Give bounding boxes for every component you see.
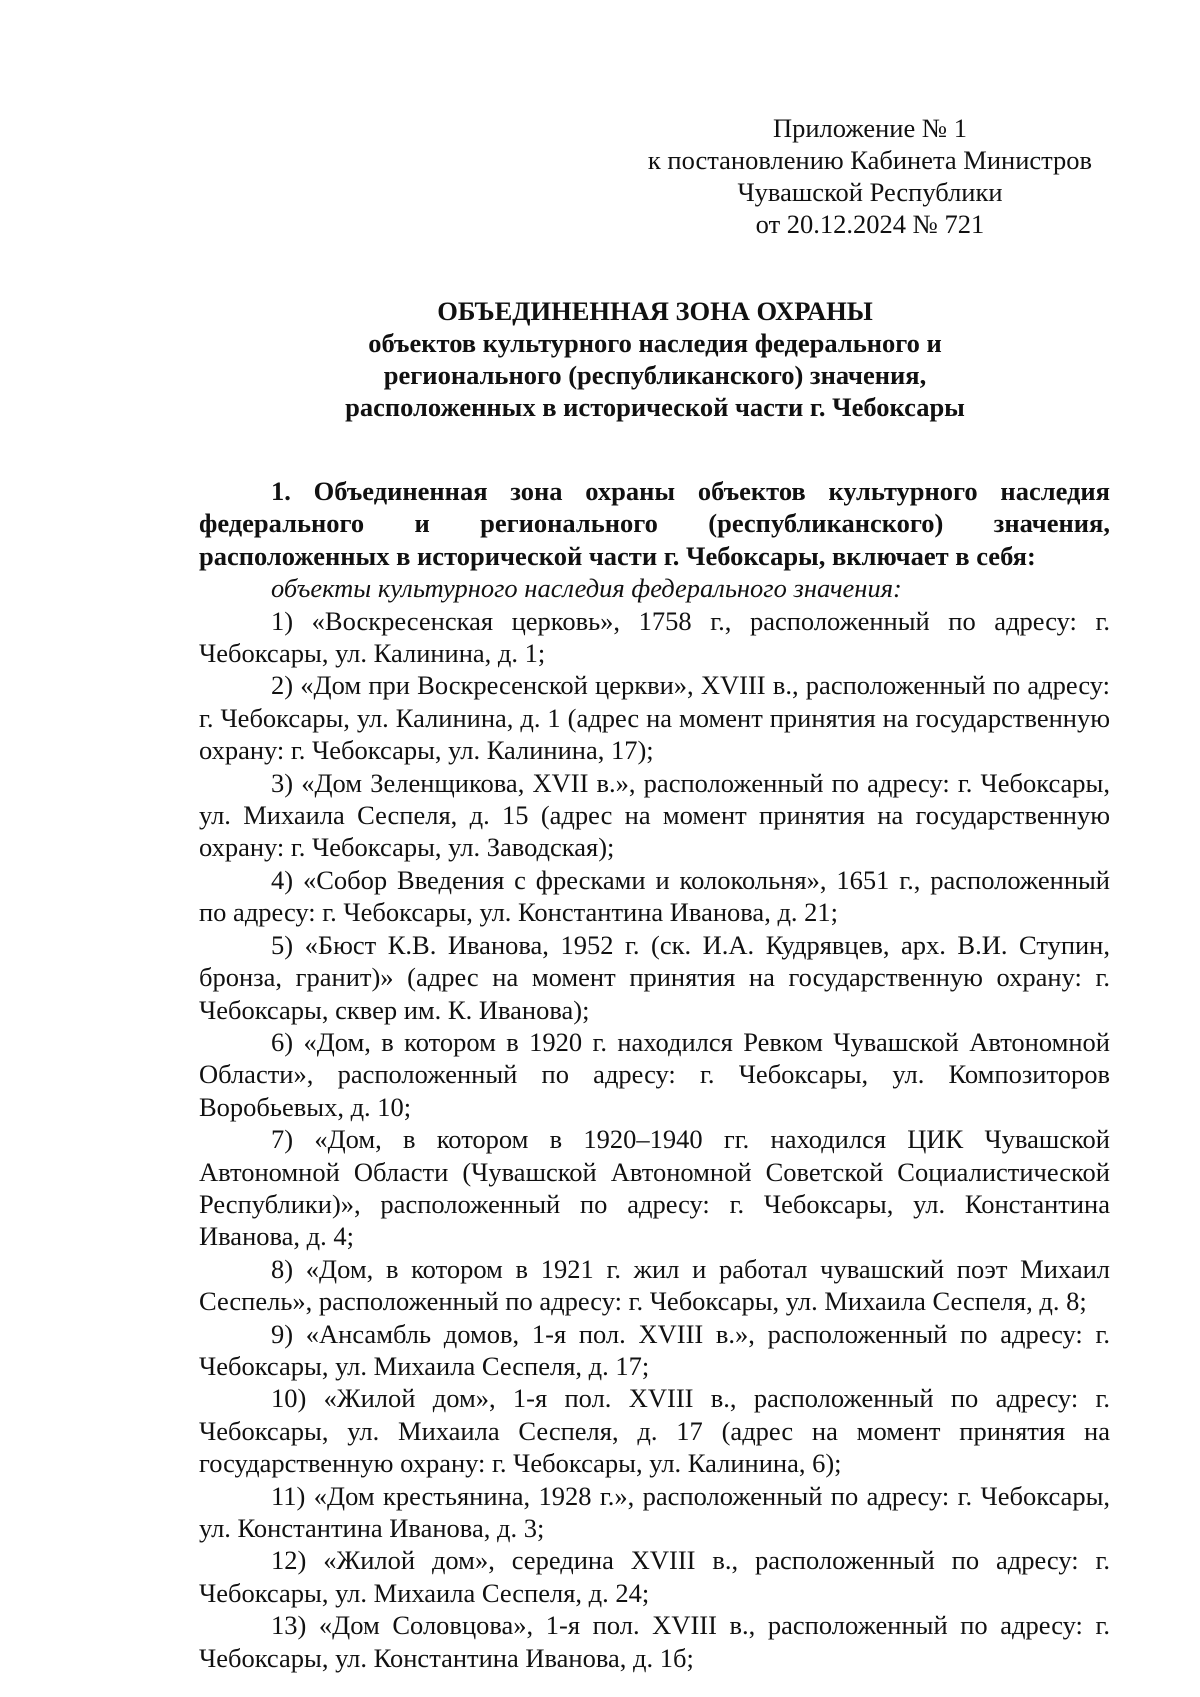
list-item: 3) «Дом Зеленщикова, XVII в.», расположенный по адресу: г. Чебоксары, ул. Михаила Сеспеля, д. 15 (адрес на момент принятия на государственную охрану: г. Чебоксары, ул. Заводская);: [199, 767, 1110, 863]
list-item: 8) «Дом, в котором в 1921 г. жил и работал чувашский поэт Михаил Сеспель», расположенный по адресу: г. Чебоксары, ул. Михаила Сеспеля, д. 8;: [199, 1253, 1110, 1317]
list-item: 7) «Дом, в котором в 1920–1940 гг. находился ЦИК Чувашской Автономной Области (Чувашской Автономной Советской Социалистической Республики)», расположенный по адресу: г. Чебоксары, ул. Константина Иванова, д. 4;: [199, 1124, 1110, 1252]
appendix-republic: Чувашской Республики: [737, 177, 1003, 207]
title-line-1: ОБЪЕДИНЕННАЯ ЗОНА ОХРАНЫ: [437, 296, 873, 326]
list-item: 6) «Дом, в котором в 1920 г. находился Ревком Чувашской Автономной Области», расположенный по адресу: г. Чебоксары, ул. Композиторов Воробьевых, д. 10;: [199, 1026, 1110, 1122]
title-line-3: регионального (республиканского) значения,: [383, 360, 927, 390]
list-item: 12) «Жилой дом», середина XVIII в., расположенный по адресу: г. Чебоксары, ул. Михаила Сеспеля, д. 24;: [199, 1545, 1110, 1608]
appendix-header: [640, 112, 1100, 240]
intro-paragraph: 1. Объединенная зона охраны объектов культурного наследия федерального и регионального (республиканского) значения, расположенных в исторической части г. Чебоксары, включает в себя:: [199, 476, 1110, 571]
title-line-2: объектов культурного наследия федерального и: [368, 328, 942, 358]
appendix-date-number: от 20.12.2024 № 721: [755, 209, 985, 239]
list-item: 11) «Дом крестьянина, 1928 г.», расположенный по адресу: г. Чебоксары, ул. Константина Иванова, д. 3;: [199, 1480, 1110, 1543]
subheading-federal: объекты культурного наследия федерального значения:: [271, 573, 902, 604]
appendix-reference: к постановлению Кабинета Министров: [647, 145, 1093, 175]
list-item: 1) «Воскресенская церковь», 1758 г., расположенный по адресу: г. Чебоксары, ул. Калинина, д. 1;: [199, 605, 1110, 669]
document-body: [199, 475, 1110, 1674]
list-item: 2) «Дом при Воскресенской церкви», XVIII в., расположенный по адресу: г. Чебоксары, ул. Калинина, д. 1 (адрес на момент принятия на государственную охрану: г. Чебоксары, ул. Калинина, 17);: [199, 670, 1110, 766]
document-title: [200, 295, 1110, 423]
list-item: 9) «Ансамбль домов, 1-я пол. XVIII в.», расположенный по адресу: г. Чебоксары, ул. Михаила Сеспеля, д. 17;: [199, 1318, 1110, 1381]
title-line-4: расположенных в исторической части г. Чебоксары: [345, 392, 965, 422]
appendix-number: Приложение № 1: [772, 113, 967, 143]
list-item: 5) «Бюст К.В. Иванова, 1952 г. (ск. И.А. Кудрявцев, арх. В.И. Ступин, бронза, гранит)» (адрес на момент принятия на государственную охрану: г. Чебоксары, сквер им. К. Иванова);: [199, 929, 1110, 1025]
list-item: 13) «Дом Соловцова», 1-я пол. XVIII в., расположенный по адресу: г. Чебоксары, ул. Константина Иванова, д. 1б;: [199, 1610, 1110, 1673]
list-item: 4) «Собор Введения с фресками и колокольня», 1651 г., расположенный по адресу: г. Чебоксары, ул. Константина Иванова, д. 21;: [199, 864, 1110, 928]
list-item: 10) «Жилой дом», 1-я пол. XVIII в., расположенный по адресу: г. Чебоксары, ул. Михаила Сеспеля, д. 17 (адрес на момент принятия на государственную охрану: г. Чебоксары, ул. Калинина, 6);: [199, 1383, 1110, 1479]
